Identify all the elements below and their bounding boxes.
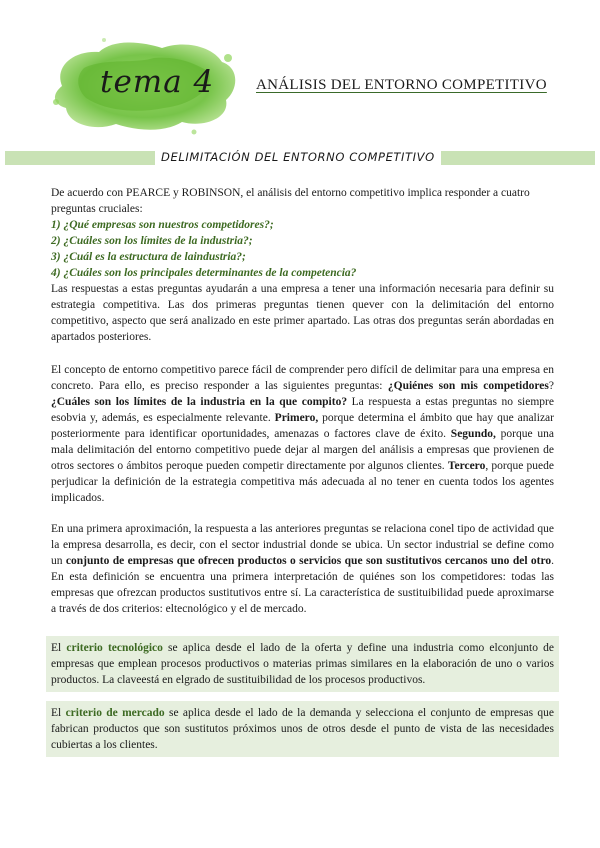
p3-text-1: En una primera aproximación, la respuesta a las anteriores preguntas se relaciona conel tipo de actividad que la empresa desarrolla, es decir, con el sector industrial donde se ubica. Un sector industrial se define como un xyxy=(51,523,554,567)
question-3: 3) ¿Cuál es la estructura de laindustria?; xyxy=(51,251,246,263)
p2-text-6: , porque puede perjudicar la definición de la estrategia competitiva más adecuada al no tener en cuenta todos los agentes implicados. xyxy=(51,460,554,504)
box1-text-2: se aplica desde el lado de la oferta y define una industria como elconjunto de empresas que emplean procesos productivos o materias primas similares en la elaboración de uno o varios productos. La claveestá en elgrado de sustituibilidad de los procesos productivos. xyxy=(51,642,554,686)
question-2: 2) ¿Cuáles son los límites de la industria?; xyxy=(51,235,253,247)
question-4: 4) ¿Cuáles son los principales determinantes de la competencia? xyxy=(51,267,357,279)
paragraph-approximation xyxy=(51,521,554,617)
question-1: 1) ¿Qué empresas son nuestros competidores?; xyxy=(51,219,274,231)
paragraph-concept xyxy=(51,362,554,506)
box1-text-1: El xyxy=(51,642,67,654)
intro-block xyxy=(51,185,554,345)
p2-bold-4: Segundo, xyxy=(450,428,496,440)
box2-bold: criterio de mercado xyxy=(65,707,165,719)
section-title: DELIMITACIÓN DEL ENTORNO COMPETITIVO xyxy=(155,148,441,166)
p2-text-4: porque determina el ámbito que hay que analizar posteriormente para identificar oportunidades, amenazas o factores clave de éxito. xyxy=(51,412,554,440)
p2-bold-2: ¿Cuáles son los límites de la industria en la que compito? xyxy=(51,396,348,408)
document-title: ANÁLISIS DEL ENTORNO COMPETITIVO xyxy=(256,77,547,93)
intro-lead: De acuerdo con PEARCE y ROBINSON, el análisis del entorno competitivo implica responder a cuatro preguntas cruciales: xyxy=(51,187,530,215)
box2-text-1: El xyxy=(51,707,66,719)
tema-label: tema 4 xyxy=(100,64,215,100)
p2-bold-1: ¿Quiénes son mis competidores xyxy=(387,380,549,392)
p2-text-1: El concepto de entorno competitivo parece fácil de comprender pero difícil de delimitar para una empresa en concreto. Para ello, es preciso responder a las siguientes preguntas: xyxy=(51,364,554,392)
p2-text-5: porque una mala delimitación del entorno competitivo puede dejar al margen del análisis a empresas que provienen de otros sectores o ámbitos peroque pueden competir directamente por algunos clientes. xyxy=(51,428,554,472)
p2-bold-5: Tercero xyxy=(447,460,486,472)
tech-criterion-text xyxy=(51,640,554,688)
p3-text-2: . En esta definición se encuentra una primera interpretación de quiénes son los competidores: todas las empresas que ofrezcan productos sustitutivos entre sí. La característica de sustituibilidad puede aproximarse a través de dos criterios: eltecnológico y el de mercado. xyxy=(51,555,554,615)
p2-text-2: ? xyxy=(548,380,554,392)
box2-text-2: se aplica desde el lado de la demanda y selecciona el conjunto de empresas que fabrican productos que son sustitutos próximos unos de otros desde el punto de vista de las necesidades cubiertas a los clientes. xyxy=(51,707,554,751)
p2-text-3: La respuesta a estas preguntas no siempre esobvia y, además, es especialmente relevante. xyxy=(51,396,554,424)
market-criterion-text xyxy=(51,705,554,753)
p3-bold-1: conjunto de empresas que ofrecen productos o servicios que son sustitutivos cercanos uno del otro xyxy=(65,555,552,567)
box1-bold: criterio tecnológico xyxy=(66,642,163,654)
p2-bold-3: Primero, xyxy=(274,412,319,424)
intro-followup: Las respuestas a estas preguntas ayudarán a una empresa a tener una información necesaria para definir su estrategia competitiva. Las dos primeras preguntas tienen quever con la delimitación del entorno competitivo, aspecto que será analizado en este primer apartado. Las otras dos preguntas serán abordadas en apartados posteriores. xyxy=(51,283,554,343)
